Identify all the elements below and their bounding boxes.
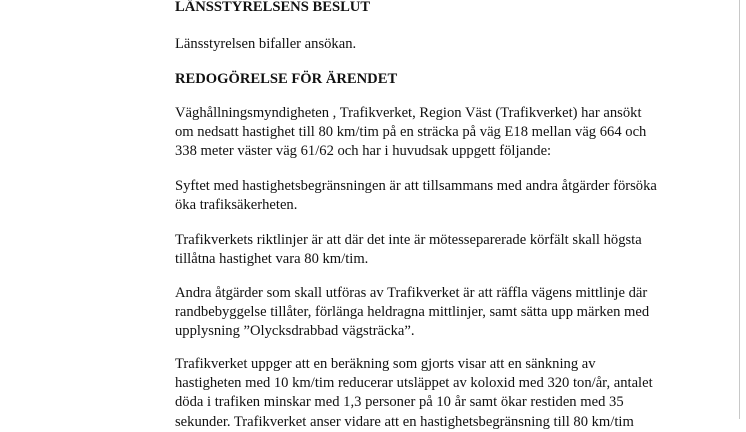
- text-line: döda i trafiken minskar med 1,3 personer på 10 år samt ökar restiden med 35: [175, 394, 624, 411]
- text-line: randbebyggelse tillåter, förlänga heldragna mittlinjer, samt sätta upp märken med: [175, 304, 650, 321]
- paragraph-application: [175, 104, 715, 162]
- text-line: Syftet med hastighetsbegränsningen är att tillsammans med andra åtgärder försöka: [175, 178, 657, 194]
- decision-text: Länsstyrelsen bifaller ansökan.: [175, 36, 357, 52]
- text-line: hastigheten med 10 km/tim reducerar utsläppet av koloxid med 320 ton/år, antalet: [175, 375, 653, 392]
- text-line: tillåtna hastighet vara 80 km/tim.: [175, 251, 369, 268]
- text-line: upplysning ”Olycksdrabbad vägsträcka”.: [175, 323, 415, 340]
- text-line: 338 meter väster väg 61/62 och har i huvudsak uppgett följande:: [175, 143, 552, 160]
- page-edge-divider: [739, 0, 740, 419]
- paragraph-calculation: [175, 355, 715, 432]
- text-line: om nedsatt hastighet till 80 km/tim på en sträcka på väg E18 mellan väg 664 och: [175, 124, 647, 141]
- paragraph-guidelines: [175, 231, 715, 269]
- decision-heading: LÄNSSTYRELSENS BESLUT: [175, 0, 371, 15]
- paragraph-purpose: [175, 177, 715, 215]
- text-line: Andra åtgärder som skall utföras av Trafikverket är att räffla vägens mittlinje där: [175, 285, 648, 301]
- text-line: Trafikverket uppger att en beräkning som gjorts visar att en sänkning av: [175, 356, 596, 372]
- text-line: öka trafiksäkerheten.: [175, 197, 298, 214]
- text-line: Trafikverkets riktlinjer är att där det inte är mötesseparerade körfält skall högsta: [175, 232, 642, 248]
- text-line: sekunder. Trafikverket anser vidare att en hastighetsbegränsning till 80 km/tim: [175, 413, 634, 430]
- paragraph-measures: [175, 284, 715, 342]
- report-heading: REDOGÖRELSE FÖR ÄRENDET: [175, 71, 398, 87]
- text-line: Väghållningsmyndigheten , Trafikverket, Region Väst (Trafikverket) har ansökt: [175, 105, 642, 121]
